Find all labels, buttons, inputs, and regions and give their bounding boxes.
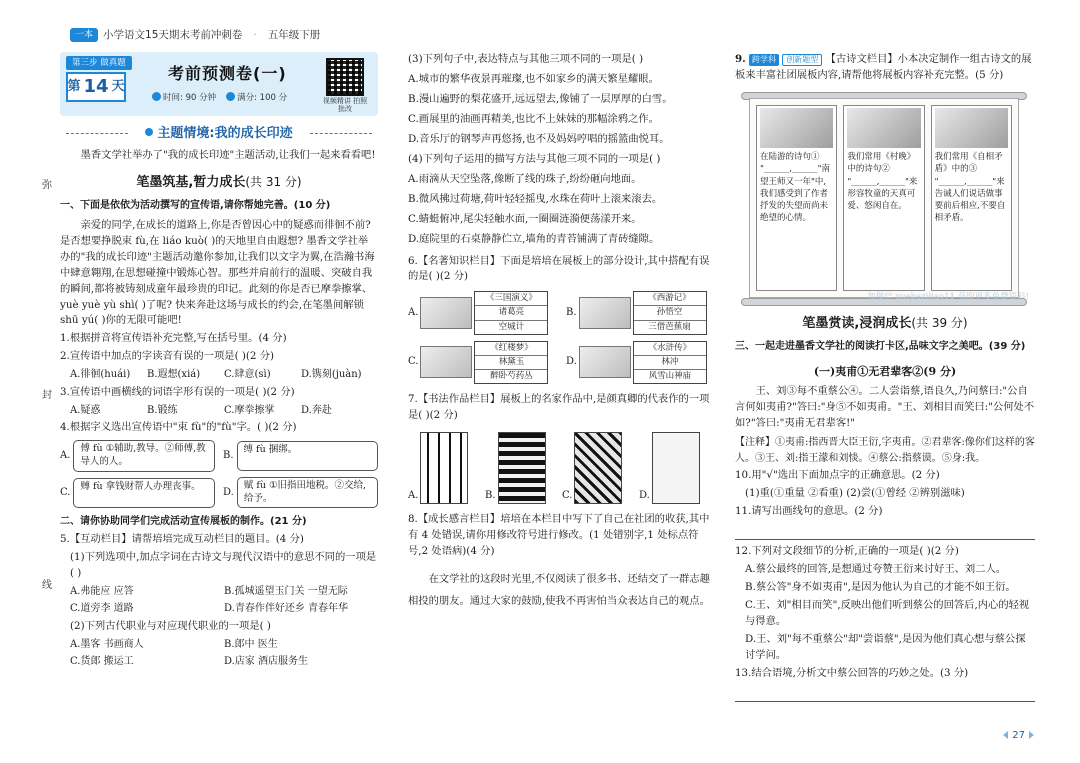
- calligraphy-image: [574, 432, 622, 504]
- calligraphy-options: [408, 432, 710, 504]
- next-page-icon[interactable]: [1029, 731, 1034, 739]
- page-number: 27: [1003, 728, 1034, 744]
- book-illustration: [579, 297, 631, 329]
- option[interactable]: C.货郎 搬运工: [70, 656, 134, 668]
- option[interactable]: C.蜻蜓俯冲,尾尖轻触水面,一圈圈涟漪便荡漾开来。: [408, 212, 642, 225]
- q10-options[interactable]: (1)重(①重量 ②看重) (2)尝(①曾经 ②辨别滋味): [745, 487, 965, 500]
- left-column: [60, 48, 378, 670]
- q1-2-options: [60, 367, 378, 383]
- option[interactable]: B.锻练: [147, 404, 178, 416]
- brand-logo: 一本: [70, 28, 98, 42]
- book-options: [408, 291, 710, 383]
- margin-mark-3: 线: [42, 580, 52, 591]
- q2-5-1-options: [60, 584, 378, 617]
- option[interactable]: B.蔡公答"身不如夷甫",是因为他认为自己的才能不如王衍。: [745, 581, 1016, 594]
- answer-line[interactable]: [735, 686, 1035, 702]
- calligraphy-option-a[interactable]: A.: [408, 432, 479, 504]
- calligraphy-image: [652, 432, 700, 504]
- book-option-d[interactable]: D. 《水浒传》 林冲 风雪山神庙: [566, 341, 710, 384]
- option[interactable]: B.孤城遥望玉门关 一望无际: [224, 585, 348, 597]
- poem-illustration: [760, 108, 833, 148]
- q9-tag-cross-subject: 跨学科: [749, 54, 779, 66]
- q2-5-2-options: [60, 637, 378, 670]
- q1-3-options: [60, 403, 378, 419]
- middle-column: [408, 48, 710, 613]
- dict-option-b[interactable]: B. 缚 fù 捆绑。: [223, 440, 378, 472]
- exam-meta: [152, 92, 287, 105]
- q11: 11.请写出画线句的意思。(2 分): [735, 505, 883, 518]
- option[interactable]: C.画展里的油画再精美,也比不上妹妹的那幅涂鸦之作。: [408, 112, 659, 125]
- q2-heading: 二、请你协助同学们完成活动宣传展板的制作。(21 分): [60, 516, 307, 528]
- day-box: 第 14 天: [66, 72, 126, 102]
- intro-text: 墨香文学社举办了"我的成长印迹"主题活动,让我们一起来看看吧!: [80, 149, 376, 162]
- exam-score: 满分: 100 分: [237, 93, 288, 103]
- annotation: 【注释】①夷甫:指西晋大臣王衍,字夷甫。②君辈客:像你们这样的客人。③王、刘:指王濛和刘惔。④蔡公:指蔡谟。⑤身:我。: [735, 437, 1035, 464]
- option[interactable]: D.音乐厅的钢琴声再悠扬,也不及妈妈哼唱的摇篮曲悦耳。: [408, 132, 670, 145]
- option[interactable]: B.微风拂过荷塘,荷叶轻轻摇曳,水珠在荷叶上滚来滚去。: [408, 192, 663, 205]
- reading-title: (一)夷甫①无君辈客②(9 分): [813, 364, 957, 378]
- qr-caption: 视频精讲 拍照批改: [322, 97, 368, 113]
- theme-heading: 主题情境:我的成长印迹: [60, 124, 378, 144]
- q12: 12.下列对文段细节的分析,正确的一项是( )(2 分): [735, 545, 959, 558]
- block2-heading: 笔墨赏读,浸润成长(共 39 分): [802, 315, 968, 331]
- option[interactable]: A.城市的繁华夜景再璀璨,也不如家乡的满天繁星耀眼。: [408, 72, 659, 85]
- option[interactable]: C.王、刘"相目而笑",反映出他们听到蔡公的回答后,内心的轻视与得意。: [745, 599, 1030, 628]
- dict-option-d[interactable]: D. 赋 fù ①旧指田地税。②交给,给予。: [223, 477, 378, 509]
- q1-3: 3.宣传语中画横线的词语字形有误的一项是( )(2 分): [60, 385, 295, 398]
- calligraphy-option-b[interactable]: B.: [485, 432, 556, 504]
- q1-4: 4.根据字义选出宣传语中"束 fù"的"fù"字。( )(2 分): [60, 421, 297, 434]
- book-illustration: [420, 297, 472, 329]
- option[interactable]: D.青春作伴好还乡 青春年华: [224, 603, 349, 615]
- answer-line[interactable]: [735, 524, 1035, 540]
- book-option-b[interactable]: B. 《西游记》 孙悟空 三借芭蕉扇: [566, 291, 710, 334]
- watermark: 加微信 xuebaziliao11 获取更多免费资料!: [867, 291, 1029, 302]
- classical-text: 王、刘③每不重蔡公④。二人尝诣蔡,语良久,乃问蔡曰:"公自言何如夷甫?"答曰:"身⑤不如夷甫。"王、刘相目而笑曰:"公何处不如?"答曰:"夷甫无君辈客!": [735, 384, 1035, 429]
- option[interactable]: D.庭院里的石桌静静伫立,墙角的青苔铺满了青砖缝隙。: [408, 232, 660, 245]
- qr-code-icon[interactable]: [326, 58, 364, 96]
- clock-icon: [152, 92, 161, 101]
- calligraphy-option-d[interactable]: D.: [639, 432, 710, 504]
- dictionary-options: [60, 440, 378, 508]
- book-option-c[interactable]: C. 《红楼梦》 林黛玉 醉卧芍药丛: [408, 341, 552, 384]
- poem-panel-2[interactable]: 我们常用《村晚》中的诗句② "______,______"来形容牧童的天真可爱、悠闲自在。: [843, 105, 924, 291]
- q7: 7.【书法作品栏目】展板上的名家作品中,是颜真卿的代表作的一项是( )(2 分): [408, 392, 710, 421]
- series-brand: 一本 小学语文15天期末考前冲刺卷 · 五年级下册: [70, 27, 320, 43]
- margin-mark-2: 封: [42, 390, 52, 401]
- q6: 6.【名著知识栏目】下面是培培在展板上的部分设计,其中搭配有误的是( )(2 分): [408, 254, 710, 283]
- calligraphy-image: [420, 432, 468, 504]
- scroll-display-board: [735, 92, 1035, 308]
- score-icon: [226, 92, 235, 101]
- bullet-icon: [145, 128, 153, 136]
- block1-heading: 笔墨筑基,暂力成长(共 31 分): [136, 175, 302, 191]
- option[interactable]: C.摩拳擦掌: [224, 404, 275, 416]
- q10: 10.用"√"选出下面加点字的正确意思。(2 分): [735, 469, 940, 482]
- option[interactable]: D.奔赴: [301, 404, 332, 416]
- page-header: [0, 0, 1080, 40]
- option[interactable]: A.弗能应 应答: [70, 585, 134, 597]
- option[interactable]: B.漫山遍野的梨花盛开,远远望去,像铺了一层厚厚的白雪。: [408, 92, 673, 105]
- book-option-a[interactable]: A. 《三国演义》 诸葛亮 空城计: [408, 291, 552, 334]
- prev-page-icon[interactable]: [1003, 731, 1008, 739]
- option[interactable]: B.郎中 医生: [224, 638, 278, 650]
- poem-panel-3[interactable]: 我们常用《自相矛盾》中的③ "______,______"来告诫人们说话做事要前后相应,不要自相矛盾。: [931, 105, 1012, 291]
- q2-5: 5.【互动栏目】请帮培培完成互动栏目的题目。(4 分): [60, 532, 304, 545]
- calligraphy-option-c[interactable]: C.: [562, 432, 633, 504]
- option[interactable]: A.雨滴从天空坠落,像断了线的珠子,纷纷砸向地面。: [408, 172, 642, 185]
- dict-option-a[interactable]: A. 傅 fù ①辅助,教导。②师傅,教导人的人。: [60, 440, 215, 472]
- margin-mark-1: 弥: [42, 180, 52, 191]
- dict-option-c[interactable]: C. 赙 fù 拿钱财帮人办理丧事。: [60, 477, 215, 509]
- q2-5-1: (1)下列选项中,加点字词在古诗文与现代汉语中的意思不同的一项是( ): [70, 550, 377, 579]
- q4-sub: (4)下列句子运用的描写方法与其他三项不同的一项是( ): [408, 152, 661, 165]
- poem-illustration: [847, 108, 920, 148]
- q8: 8.【成长感言栏目】培培在本栏目中写下了自己在社团的收获,其中有 4 处错误,请你用修改符号进行修改。(1 处错别字,1 处标点符号,2 处语病)(4 分): [408, 512, 710, 557]
- section-badge: 第三步 做真题: [66, 56, 132, 70]
- exam-time: 时间: 90 分钟: [163, 93, 217, 103]
- option[interactable]: A.蔡公最终的回答,是想通过夸赞王衍来讨好王、刘二人。: [745, 563, 1007, 576]
- poem-panel-1[interactable]: 在陆游的诗句① "______,______"南望王师又一年"中,我们感受到了作者抒发的失望而尚未绝望的心情。: [756, 105, 837, 291]
- q1-1: 1.根据拼音将宣传语补充完整,写在括号里。(4 分): [60, 332, 287, 345]
- option[interactable]: C.肆意(sì): [224, 369, 271, 381]
- exam-title-box: [60, 52, 378, 116]
- option[interactable]: D.镌刻(juàn): [301, 369, 362, 381]
- scroll-body: [749, 98, 1019, 298]
- option[interactable]: A.疑惑: [70, 404, 101, 416]
- option[interactable]: D.店家 酒店服务生: [224, 656, 309, 668]
- q9-tag-new-type: 创新题型: [782, 54, 822, 66]
- calligraphy-image: [498, 432, 546, 504]
- day-number: 14: [83, 76, 109, 98]
- q3-sub: (3)下列句子中,表达特点与其他三项不同的一项是( ): [408, 53, 644, 65]
- q1-heading: 一、下面是依依为活动撰写的宣传语,请你帮她完善。(10 分): [60, 200, 331, 212]
- exam-title: 考前预测卷(一): [168, 64, 287, 83]
- poem-illustration: [935, 108, 1008, 148]
- q3-heading: 三、一起走进墨香文学社的阅读打卡区,品味文字之美吧。(39 分): [735, 341, 1026, 353]
- q2-5-2: (2)下列古代职业与对应现代职业的一项是( ): [70, 619, 271, 632]
- option[interactable]: C.道旁李 道路: [70, 603, 134, 615]
- series-title: 小学语文15天期末考前冲刺卷: [103, 29, 243, 41]
- option[interactable]: B.遐想(xiá): [147, 369, 201, 381]
- right-column: [735, 48, 1035, 702]
- grade-label: 五年级下册: [267, 29, 321, 41]
- book-illustration: [579, 346, 631, 378]
- q9: 9. 跨学科 创新题型 【古诗文栏目】小本决定制作一组古诗文的展板来丰富社团展板内容,请帮他将展板内容补充完整。(5 分): [735, 53, 1032, 81]
- q1-2: 2.宣传语中加点的字读音有误的一项是( )(2 分): [60, 350, 275, 363]
- book-illustration: [420, 346, 472, 378]
- q8-text: 在文学社的这段时光里,不仅阅读了很多书、还结交了一群志趣相投的朋友。通过大家的鼓励,使我不再害怕当众表达自己的观点。: [408, 573, 710, 608]
- q13: 13.结合语境,分析文中蔡公回答的巧妙之处。(3 分): [735, 666, 969, 679]
- option[interactable]: A.墨客 书画商人: [70, 638, 144, 650]
- q1-passage: 亲爱的同学,在成长的道路上,你是否曾因心中的疑惑而徘徊不前? 是否想要挣脱束 fù,在 liáo kuò( )的天地里自由遐想? 墨香文学社举办的"我的成长印迹"主题活动邀你参加,让我们以文字为翼,在浩瀚书海中肆意翱翔,在思想碰撞中锻炼心智。那些并肩前行的温暖、突破自我的瞬间,都将被铸刻成童年最珍贵的印记。此刻的你是否已摩拳擦掌、yuè yuè yù shì( )了呢? 快来奔赴这场与成长的约会,在笔墨间解锁 shū yú( )你的无限可能吧!: [60, 218, 375, 327]
- option[interactable]: A.徘徊(huái): [70, 369, 131, 381]
- option[interactable]: D.王、刘"每不重蔡公"却"尝诣蔡",是因为他们真心想与蔡公探讨学问。: [745, 633, 1026, 662]
